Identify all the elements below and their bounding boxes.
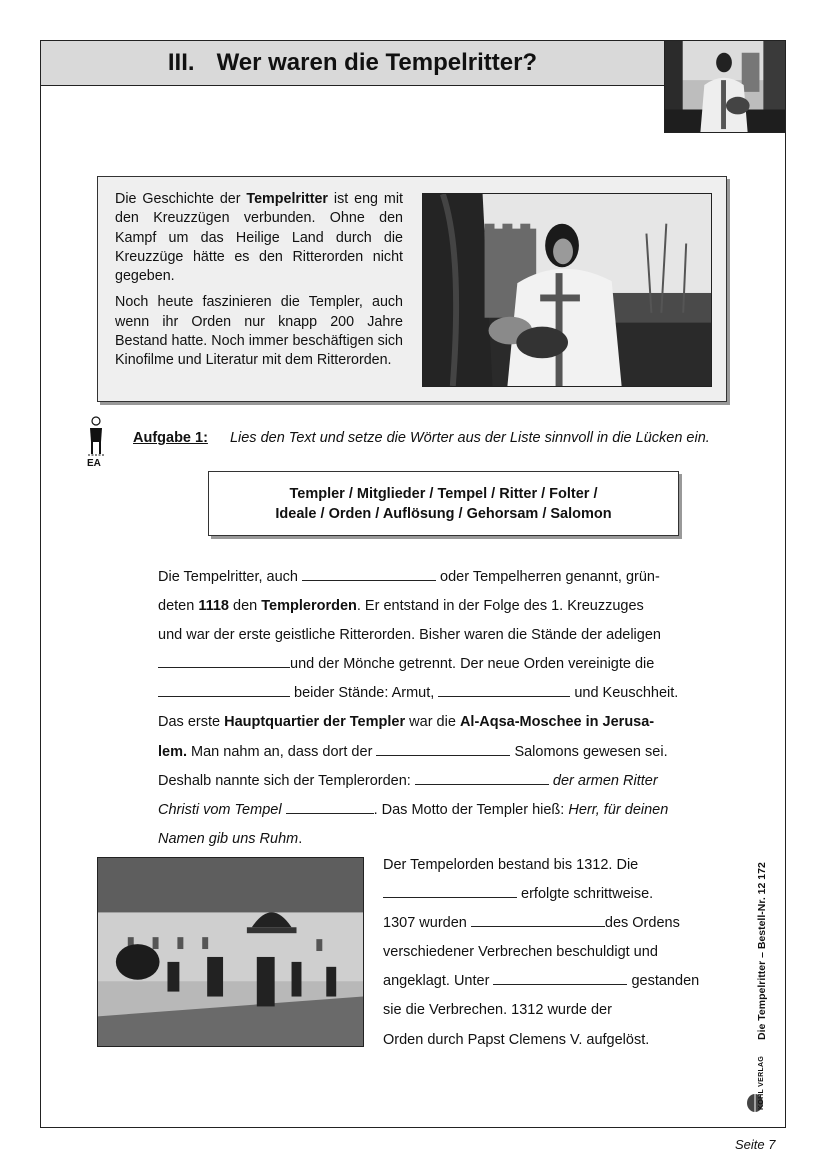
chapter-number: III.: [167, 49, 195, 76]
answer-blank[interactable]: [158, 682, 290, 697]
answer-blank[interactable]: [493, 970, 627, 985]
answer-blank[interactable]: [286, 799, 374, 814]
italic-text: Christi vom Tempel: [158, 801, 282, 818]
page-number: Seite 7: [735, 1137, 776, 1152]
bold-text: 1118: [198, 598, 229, 615]
answer-blank[interactable]: [415, 770, 549, 785]
person-icon: [86, 416, 106, 458]
bold-text: Al-Aqsa-Moschee in Jerusa-: [459, 714, 655, 731]
bold-text: Hauptquartier der Templer: [224, 714, 406, 731]
answer-blank[interactable]: [383, 883, 517, 898]
order-number-label: Die Tempelritter – Bestell-Nr. 12 172: [756, 862, 768, 1040]
word-list-line-1: Templer / Mitglieder / Tempel / Ritter / Folter /: [289, 486, 598, 502]
answer-blank[interactable]: [438, 682, 570, 697]
cloze-text-side: Der Tempelorden bestand bis 1312. Die erfolgte schrittweise. 1307 wurden des Ordens verschiedener Verbrechen beschuldigt und angeklagt. Unter gestanden sie die Verbrechen. 1312 wurde der Orden durch Papst Clemens V. aufgelöst.: [383, 857, 700, 1048]
page-title: [40, 40, 665, 86]
intro-paragraph-2: Noch heute faszinieren die Templer, auch wenn ihr Orden nur knapp 200 Jahre Bestand hatte. Noch immer beschäftigen sich Kinofilme und Literatur mit dem Ritterorden.: [115, 294, 403, 369]
answer-blank[interactable]: [158, 653, 290, 668]
italic-text: der armen Ritter: [548, 772, 658, 789]
task-instruction: Lies den Text und setze die Wörter aus der Liste sinnvoll in die Lücken ein.: [229, 430, 710, 446]
bold-text: Tempelritter: [246, 191, 328, 207]
answer-blank[interactable]: [376, 741, 510, 756]
mosque-photo: [97, 857, 364, 1047]
word-list-line-2: Ideale / Orden / Auflösung / Gehorsam / Salomon: [275, 505, 612, 522]
title-text: Wer waren die Tempelritter?: [216, 49, 538, 76]
answer-blank[interactable]: [471, 912, 605, 927]
italic-text: Herr, für deinen: [568, 801, 669, 818]
task-label: Aufgabe 1:: [133, 430, 208, 446]
word-list-box: [208, 471, 679, 536]
bold-text: lem.: [158, 743, 188, 760]
intro-paragraph-1: Die Geschichte der Tempelritter ist eng mit den Kreuzzügen verbunden. Ohne den Kampf um das Heilige Land durch die Kreuzzüge hätte es den Ritterorden nicht gegeben.: [115, 191, 403, 285]
answer-blank[interactable]: [302, 566, 436, 581]
publisher-label: KOHL VERLAG: [758, 1055, 765, 1110]
ea-label: EA: [87, 458, 101, 469]
knight-photo: [422, 193, 712, 387]
italic-text: Namen gib uns Ruhm: [158, 830, 299, 847]
bold-text: Templerorden: [261, 598, 357, 615]
task-line: [133, 430, 710, 446]
intro-text: [115, 190, 403, 378]
knight-thumbnail-photo: [664, 40, 786, 133]
cloze-text-main: Die Tempelritter, auch oder Tempelherren genannt, grün- deten 1118 den Templerorden. Er entstand in der Folge des 1. Kreuzzuges und war der erste geistliche Ritterorden. Bisher waren die Stände der adeligen und der Mönche getrennt. Der neue Orden vereinigte die beider Stände: Armut, und Keuschheit. Das erste Hauptquartier der Templer war die Al-Aqsa-Moschee in Jerusa- lem. Man nahm an, dass dort der Salomons gewesen sei. Deshalb nannte sich der Templerorden: der armen Ritter Christi vom Tempel . Das Motto der Templer hieß: Herr, für deinen Namen gib uns Ruhm.: [158, 563, 718, 854]
